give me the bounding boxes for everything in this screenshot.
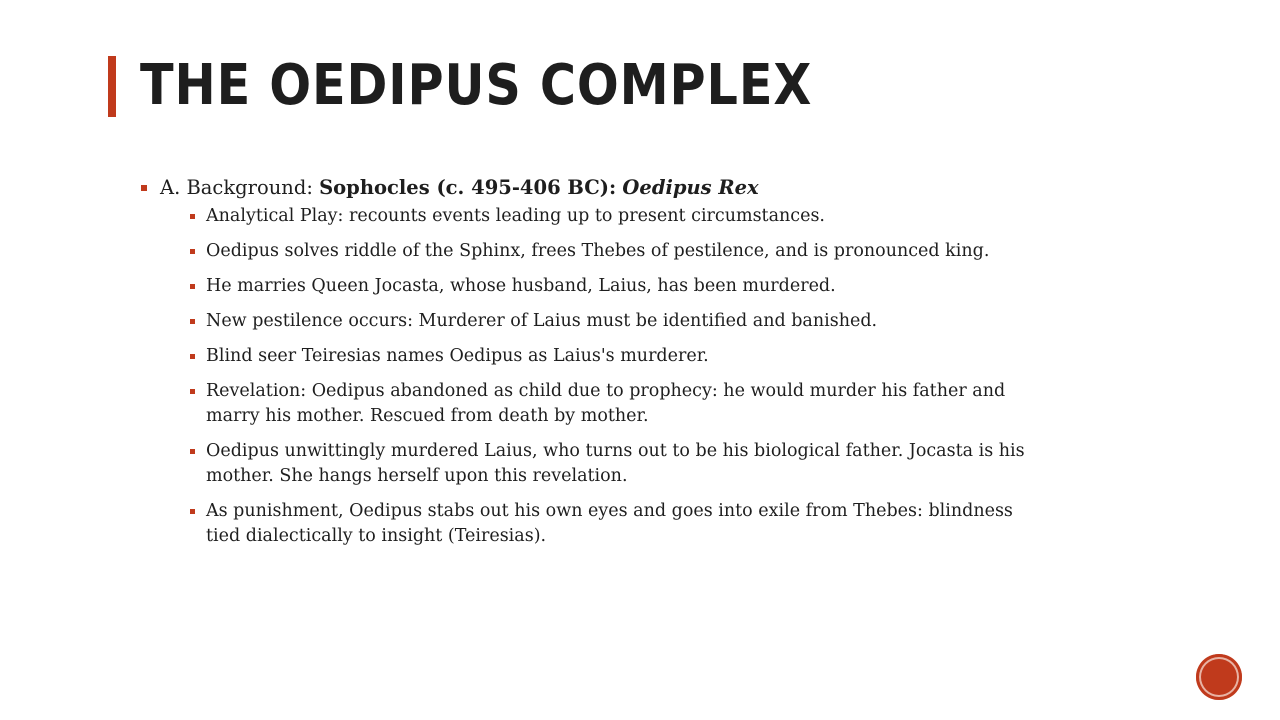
sub-bullet-item [160, 309, 1220, 334]
main-bullet-work: Oedipus Rex [622, 176, 759, 199]
main-bullet-author: Sophocles (c. 495-406 BC): [319, 176, 617, 199]
sub-bullet-item [160, 204, 1220, 229]
sub-bullet-item [160, 239, 1220, 264]
logo-badge-icon [1196, 654, 1242, 700]
bullet-marker [190, 389, 195, 394]
sub-bullet-item [160, 439, 1220, 489]
bullet-marker [190, 449, 195, 454]
bullet-marker [190, 509, 195, 514]
sub-bullet-text: He marries Queen Jocasta, whose husband, Laius, has been murdered. [206, 276, 836, 296]
bullet-marker [190, 354, 195, 359]
sub-bullet-text: Blind seer Teiresias names Oedipus as Laius's murderer. [206, 346, 709, 366]
sub-bullet-item [160, 274, 1220, 299]
bullet-marker [190, 214, 195, 219]
sub-bullet-text: New pestilence occurs: Murderer of Laius must be identified and banished. [206, 311, 878, 331]
sub-bullet-text: mother. She hangs herself upon this revelation. [206, 466, 628, 486]
sub-bullet-text: marry his mother. Rescued from death by mother. [206, 406, 649, 426]
sub-bullet-text: tied dialectically to insight (Teiresias). [206, 526, 547, 546]
sub-bullet-item [160, 499, 1220, 549]
main-bullet [140, 173, 1220, 549]
sub-bullet-item [160, 379, 1220, 429]
sub-bullet-item [160, 344, 1220, 369]
sub-bullet-text: Revelation: Oedipus abandoned as child due to prophecy: he would murder his father and [206, 381, 1006, 401]
main-bullet-prefix: A. Background: [160, 176, 313, 199]
slide-body [140, 173, 1220, 549]
slide-title: THE OEDIPUS COMPLEX [140, 53, 813, 118]
sub-bullet-text: As punishment, Oedipus stabs out his own eyes and goes into exile from Thebes: blindness [206, 501, 1013, 521]
bullet-marker [190, 319, 195, 324]
bullet-marker [190, 249, 195, 254]
sub-bullet-text: Analytical Play: recounts events leading up to present circumstances. [206, 206, 825, 226]
sub-bullet-text: Oedipus unwittingly murdered Laius, who turns out to be his biological father. Jocasta is his [206, 441, 1025, 461]
sub-bullet-text: Oedipus solves riddle of the Sphinx, frees Thebes of pestilence, and is pronounced king. [206, 241, 990, 261]
title-accent-bar [108, 56, 116, 117]
bullet-marker [141, 185, 147, 191]
sub-bullet-list [160, 204, 1220, 549]
bullet-marker [190, 284, 195, 289]
